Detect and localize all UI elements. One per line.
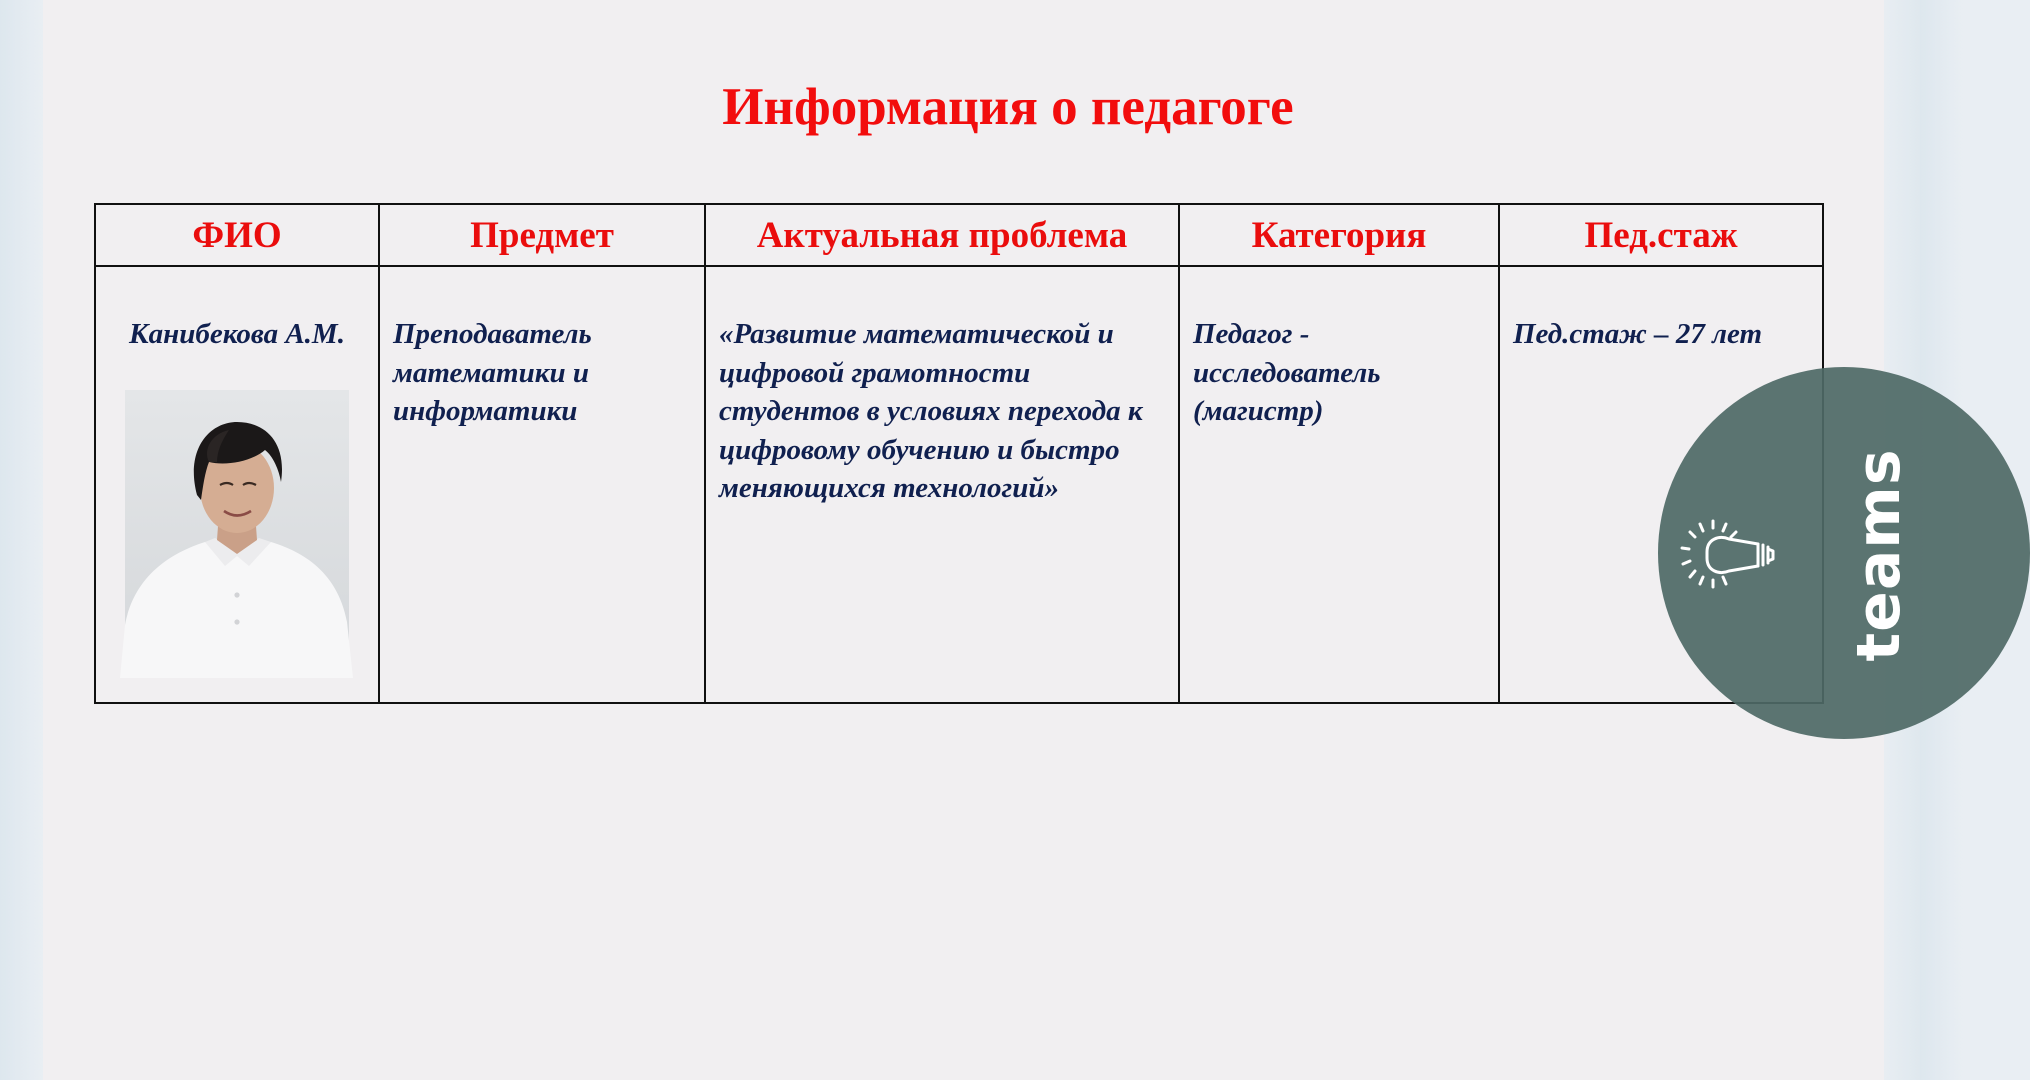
cell-category: Педагог - исследователь (магистр) <box>1179 266 1499 703</box>
slide <box>43 0 1914 1080</box>
header-category: Категория <box>1179 204 1499 266</box>
header-experience: Пед.стаж <box>1499 204 1823 266</box>
teacher-info-table <box>94 203 1824 704</box>
cell-problem: «Развитие математической и цифровой грамотности студентов в условиях перехода к цифровому обучению и быстро меняющихся технологий» <box>705 266 1179 703</box>
cell-name <box>95 266 379 703</box>
cell-subject: Преподаватель математики и информатики <box>379 266 705 703</box>
lightbulb-icon <box>1674 511 1784 591</box>
table-row <box>95 266 1823 703</box>
header-fio: ФИО <box>95 204 379 266</box>
header-problem: Актуальная проблема <box>705 204 1179 266</box>
header-subject: Предмет <box>379 204 705 266</box>
slide-title: Информация о педагоге <box>722 78 1294 136</box>
teacher-name: Канибекова А.М. <box>129 318 345 350</box>
table-header-row <box>95 204 1823 266</box>
teams-badge-text: teams <box>1844 448 1914 662</box>
cell-experience: Пед.стаж – 27 лет <box>1499 266 1823 703</box>
teacher-photo <box>125 390 349 678</box>
